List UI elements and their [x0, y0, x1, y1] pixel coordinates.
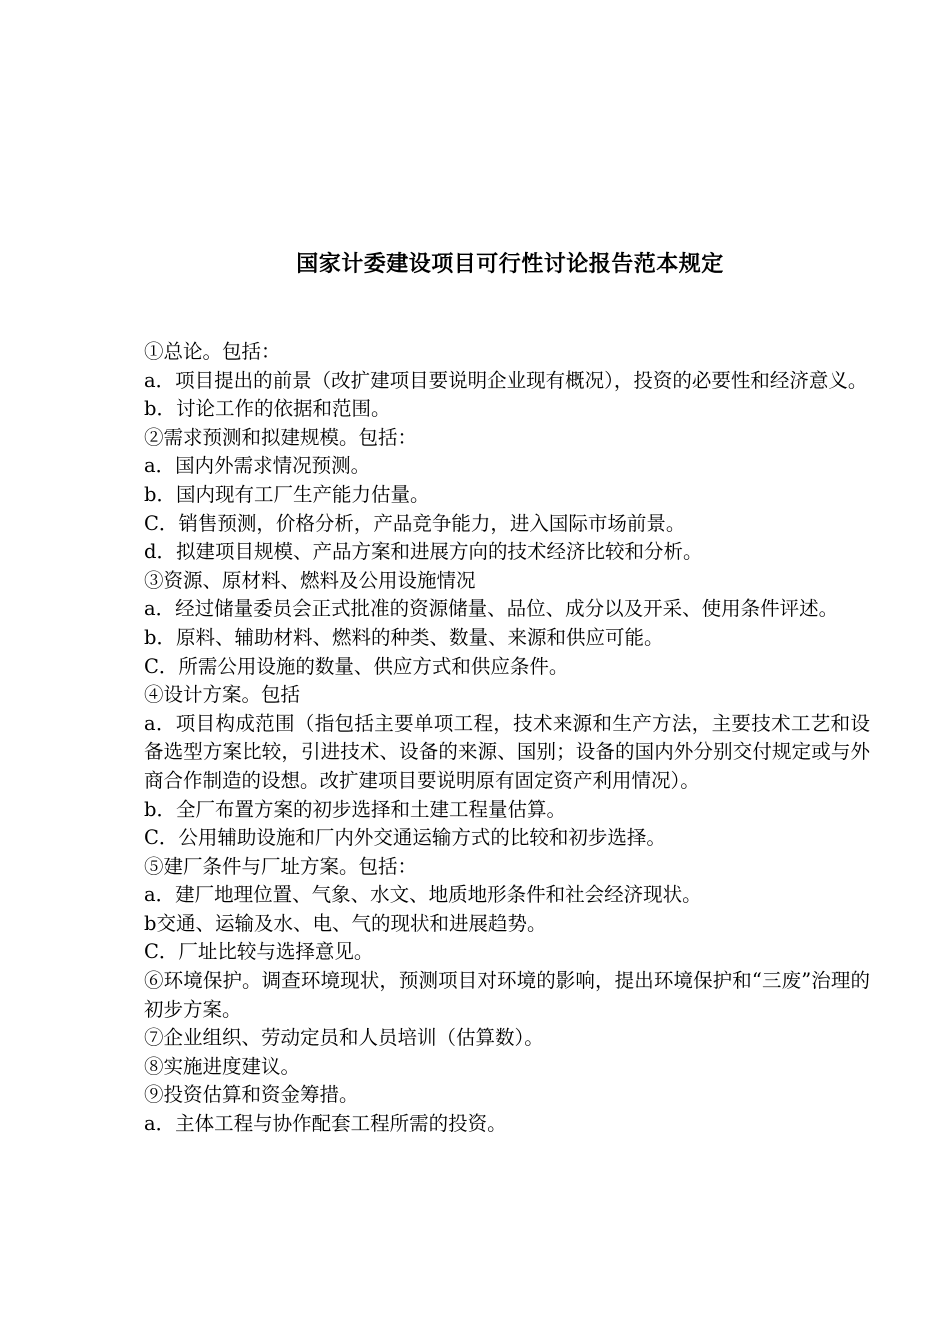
- list-item: a．项目构成范围（指包括主要单项工程，技术来源和生产方法，主要技术工艺和设备选型方案比较，引进技术、设备的来源、国别；设备的国内外分别交付规定或与外商合作制造的设想。改扩建项目要说明原有固定资产利用情况）。: [144, 711, 870, 792]
- section-heading-environment: ⑥环境保护。调查环境现状，预测项目对环境的影响，提出环境保护和“三废”治理的初步方案。: [144, 969, 870, 1021]
- section-heading-schedule: ⑧实施进度建议。: [144, 1054, 301, 1078]
- document-title: 国家计委建设项目可行性讨论报告范本规定: [296, 252, 724, 277]
- list-item: a．国内外需求情况预测。: [144, 454, 371, 478]
- list-item: b．全厂布置方案的初步选择和土建工程量估算。: [144, 797, 566, 821]
- section-heading-design: ④设计方案。包括: [144, 683, 301, 707]
- list-item: a．主体工程与协作配套工程所需的投资。: [144, 1112, 507, 1136]
- list-item: a．建厂地理位置、气象、水文、地质地形条件和社会经济现状。: [144, 883, 702, 907]
- list-item: b．国内现有工厂生产能力估量。: [144, 482, 430, 506]
- list-item: a．项目提出的前景（改扩建项目要说明企业现有概况），投资的必要性和经济意义。: [144, 368, 868, 392]
- section-heading-investment: ⑨投资估算和资金筹措。: [144, 1083, 359, 1107]
- section-heading-organization: ⑦企业组织、劳动定员和人员培训（估算数）。: [144, 1026, 544, 1050]
- list-item: b．讨论工作的依据和范围。: [144, 397, 391, 421]
- section-heading-resources: ③资源、原材料、燃料及公用设施情况: [144, 568, 476, 592]
- document-body: [144, 338, 870, 1139]
- list-item: C．公用辅助设施和厂内外交通运输方式的比较和初步选择。: [144, 826, 666, 850]
- list-item: C．所需公用设施的数量、供应方式和供应条件。: [144, 654, 569, 678]
- section-heading-site: ⑤建厂条件与厂址方案。包括：: [144, 854, 418, 878]
- list-item: C．厂址比较与选择意见。: [144, 940, 374, 964]
- section-heading-general: ①总论。包括：: [144, 340, 281, 363]
- section-heading-demand: ②需求预测和拟建规模。包括：: [144, 425, 418, 449]
- list-item: d．拟建项目规模、产品方案和进展方向的技术经济比较和分析。: [144, 540, 703, 564]
- list-item: b交通、运输及水、电、气的现状和进展趋势。: [144, 911, 547, 935]
- list-item: C．销售预测，价格分析，产品竞争能力，进入国际市场前景。: [144, 511, 686, 535]
- list-item: a．经过储量委员会正式批准的资源储量、品位、成分以及开采、使用条件评述。: [144, 597, 839, 621]
- list-item: b．原料、辅助材料、燃料的种类、数量、来源和供应可能。: [144, 625, 664, 649]
